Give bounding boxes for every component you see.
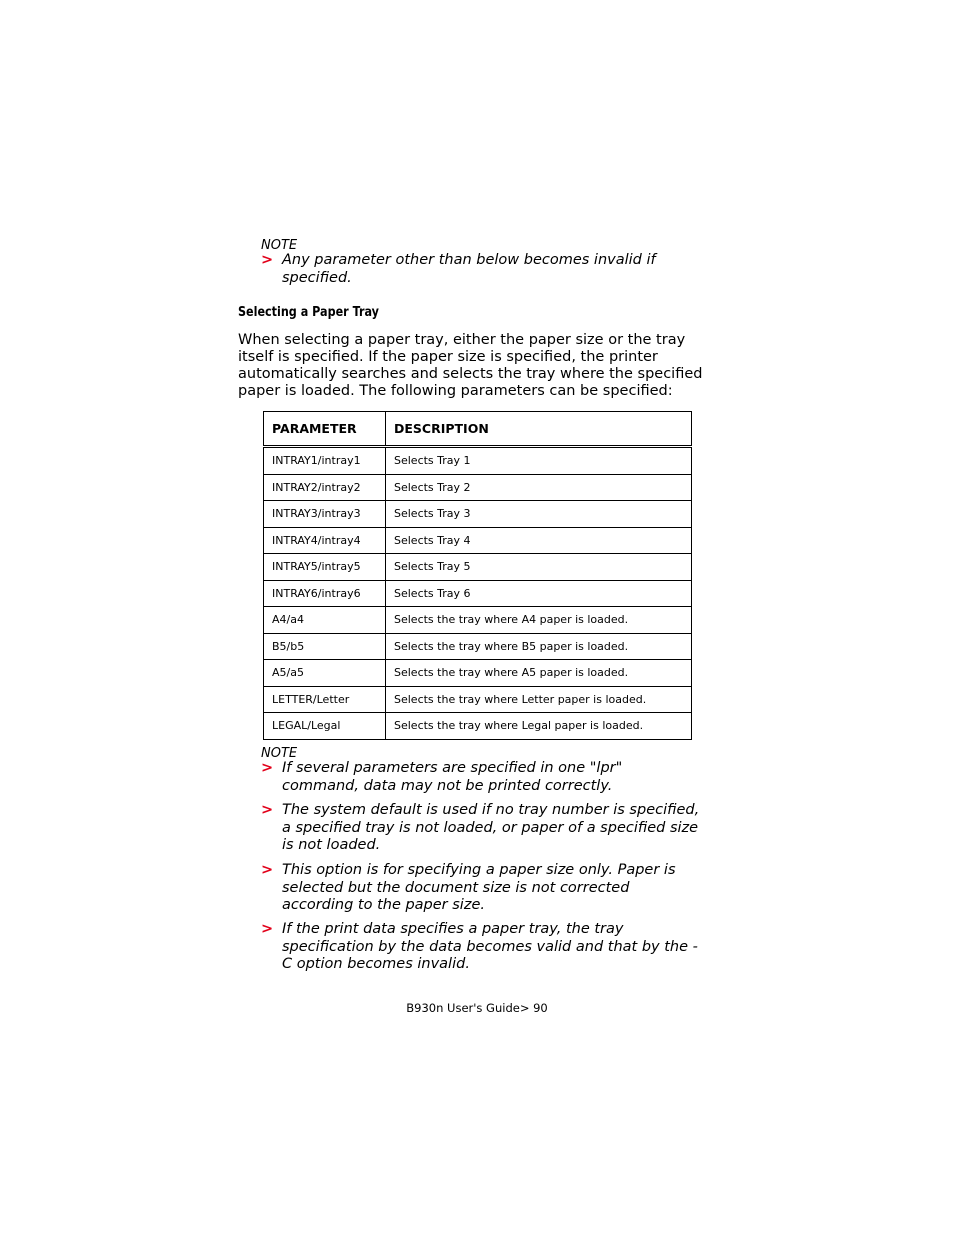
note-item-text: If the print data specifies a paper tray, the tray specification by the data becomes valid and that by the -C option becomes invalid.	[282, 921, 698, 972]
note-item	[261, 760, 701, 795]
parameter-cell: INTRAY5/intray5	[264, 554, 386, 581]
note-item-text: This option is for specifying a paper size only. Paper is selected but the document size is not corrected according to the paper size.	[282, 862, 676, 913]
description-cell: Selects the tray where Letter paper is loaded.	[386, 686, 692, 713]
bullet-arrow-icon: >	[261, 862, 274, 878]
description-cell: Selects the tray where A4 paper is loaded.	[386, 607, 692, 634]
note-item-text: If several parameters are specified in one "lpr" command, data may not be printed correctly.	[282, 760, 623, 794]
bullet-arrow-icon: >	[261, 760, 274, 776]
note-item	[261, 802, 701, 855]
parameter-cell: LEGAL/Legal	[264, 713, 386, 740]
description-cell: Selects Tray 2	[386, 474, 692, 501]
bullet-arrow-icon: >	[261, 252, 274, 268]
table-row	[264, 580, 692, 607]
bullet-arrow-icon: >	[261, 802, 274, 818]
note-label: NOTE	[261, 238, 298, 253]
table-row	[264, 660, 692, 687]
parameter-cell: A4/a4	[264, 607, 386, 634]
column-header-description: DESCRIPTION	[386, 412, 692, 447]
description-cell: Selects Tray 3	[386, 501, 692, 528]
note-item	[261, 921, 701, 974]
table-row	[264, 607, 692, 634]
note-item	[261, 252, 681, 287]
parameter-table	[263, 411, 692, 740]
parameter-cell: B5/b5	[264, 633, 386, 660]
section-paragraph: When selecting a paper tray, either the paper size or the tray itself is specified. If the paper size is specified, the printer automatically searches and selects the tray where the specified paper is loaded. The following parameters can be specified:	[238, 332, 703, 399]
table-row	[264, 474, 692, 501]
description-cell: Selects the tray where B5 paper is loaded.	[386, 633, 692, 660]
parameter-cell: INTRAY3/intray3	[264, 501, 386, 528]
table-row	[264, 447, 692, 475]
parameter-cell: A5/a5	[264, 660, 386, 687]
bullet-arrow-icon: >	[261, 921, 274, 937]
note-item	[261, 862, 701, 915]
parameter-cell: INTRAY2/intray2	[264, 474, 386, 501]
table-row	[264, 501, 692, 528]
description-cell: Selects Tray 6	[386, 580, 692, 607]
table-row	[264, 713, 692, 740]
description-cell: Selects Tray 4	[386, 527, 692, 554]
table-row	[264, 554, 692, 581]
description-cell: Selects Tray 5	[386, 554, 692, 581]
table-row	[264, 633, 692, 660]
section-heading: Selecting a Paper Tray	[238, 305, 379, 320]
note-item-text: Any parameter other than below becomes invalid if specified.	[282, 252, 656, 286]
parameter-cell: INTRAY6/intray6	[264, 580, 386, 607]
description-cell: Selects the tray where A5 paper is loaded.	[386, 660, 692, 687]
table-row	[264, 686, 692, 713]
description-cell: Selects the tray where Legal paper is loaded.	[386, 713, 692, 740]
page-footer: B930n User's Guide> 90	[406, 1001, 548, 1015]
table-row	[264, 527, 692, 554]
column-header-parameter: PARAMETER	[264, 412, 386, 447]
table-header-row	[264, 412, 692, 447]
description-cell: Selects Tray 1	[386, 447, 692, 475]
parameter-cell: INTRAY1/intray1	[264, 447, 386, 475]
note-item-text: The system default is used if no tray number is specified, a specified tray is not loaded, or paper of a specified size is not loaded.	[282, 802, 700, 853]
parameter-cell: LETTER/Letter	[264, 686, 386, 713]
note-label: NOTE	[261, 746, 298, 761]
parameter-cell: INTRAY4/intray4	[264, 527, 386, 554]
